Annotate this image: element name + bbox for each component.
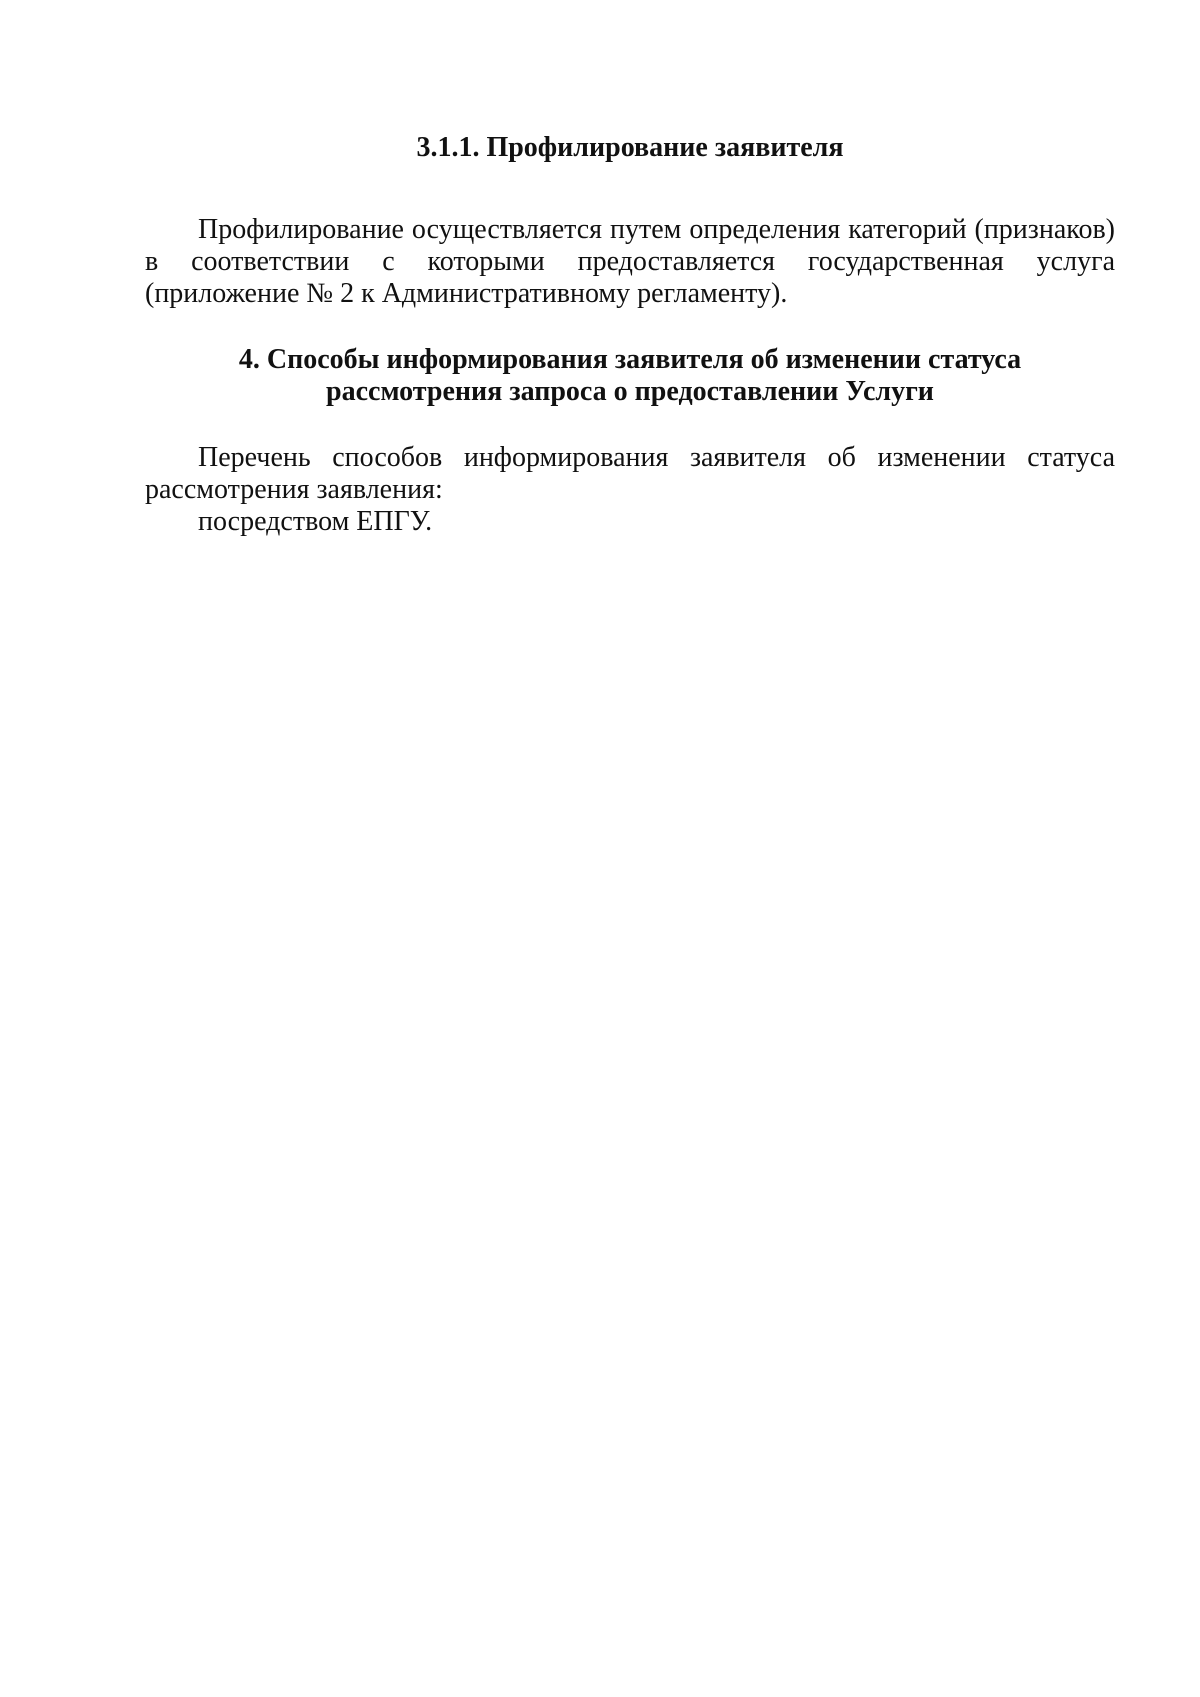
section-4-heading [145,344,1115,408]
section-4-heading-line-1: 4. Способы информирования заявителя об изменении статуса [238,344,1022,375]
section-4-method: посредством ЕПГУ. [198,506,433,537]
section-4-paragraph: Перечень способов информирования заявителя об изменении статуса рассмотрения заявления: [145,442,1115,505]
section-4-heading-line-2: рассмотрения запроса о предоставлении Услуги [326,376,934,407]
section-3-1-1-heading-text: 3.1.1. Профилирование заявителя [416,132,844,163]
section-3-1-1-paragraph: Профилирование осуществляется путем определения категорий (признаков) в соответствии с которыми предоставляется государственная услуга (приложение № 2 к Административному регламенту). [145,214,1115,309]
section-3-1-1-heading [145,132,1115,164]
page-content [145,132,1115,538]
